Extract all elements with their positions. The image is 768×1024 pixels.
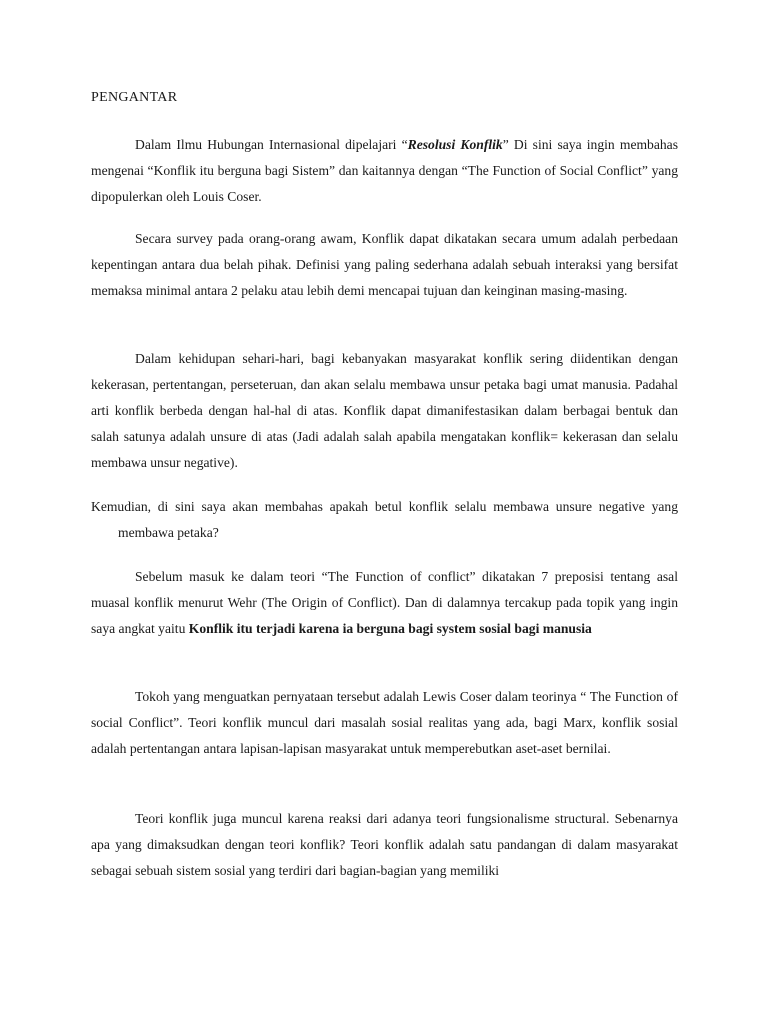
paragraph-intro-text-cont: ” Di sini saya ingin membahas mengenai “Konflik itu berguna bagi Sistem” dan kaitannya dengan “The Function of Social Conflict” yang dipopulerkan oleh Louis Coser.	[91, 137, 679, 204]
paragraph-theory-text: Sebelum masuk ke dalam teori “The Function of conflict” dikatakan 7 preposisi tentang asal muasal konflik menurut Wehr (The Origin of Conflict). Dan di dalamnya tercakup pada topik yang ingin saya angkat yaitu	[91, 569, 678, 636]
paragraph-definition: Secara survey pada orang-orang awam, Konflik dapat dikatakan secara umum adalah perbedaan kepentingan antara dua belah pihak. Definisi yang paling sederhana adalah sebuah interaksi yang bersifat memaksa minimal antara 2 pelaku atau lebih demi mencapai tujuan dan keinginan masing-masing.	[91, 231, 678, 298]
emphasis-thesis: Konflik itu terjadi karena ia berguna bagi system sosial bagi manusia	[188, 621, 592, 636]
paragraph-coser: Tokoh yang menguatkan pernyataan tersebut adalah Lewis Coser dalam teorinya “ The Function of social Conflict”. Teori konflik muncul dari masalah sosial realitas yang ada, bagi Marx, konflik sosial adalah pertentangan antara lapisan-lapisan masyarakat untuk memperebutkan aset-aset bernilai.	[91, 689, 678, 756]
paragraph-question: Kemudian, di sini saya akan membahas apakah betul konflik selalu membawa unsure negative yang membawa petaka?	[91, 499, 678, 540]
paragraph-daily-life: Dalam kehidupan sehari-hari, bagi kebanyakan masyarakat konflik sering diidentikan dengan kekerasan, pertentangan, perseteruan, dan akan selalu membawa unsur petaka bagi umat manusia. Padahal arti konflik berbeda dengan hal-hal di atas. Konflik dapat dimanifestasikan dalam berbagai bentuk dan salah satunya adalah unsure di atas (Jadi adalah salah apabila mengatakan konflik= kekerasan dan selalu membawa unsur negative).	[91, 351, 678, 470]
paragraph-theory	[91, 564, 678, 642]
page-title: PENGANTAR	[91, 90, 178, 105]
emphasis-resolusi-konflik: Resolusi Konflik	[407, 137, 503, 152]
paragraph-intro	[91, 132, 678, 210]
paragraph-conflict-theory: Teori konflik juga muncul karena reaksi dari adanya teori fungsionalisme structural. Sebenarnya apa yang dimaksudkan dengan teori konflik? Teori konflik adalah satu pandangan di dalam masyarakat sebagai sebuah sistem sosial yang terdiri dari bagian-bagian yang memiliki	[91, 811, 678, 878]
paragraph-intro-text: Dalam Ilmu Hubungan Internasional dipelajari “	[135, 137, 408, 152]
